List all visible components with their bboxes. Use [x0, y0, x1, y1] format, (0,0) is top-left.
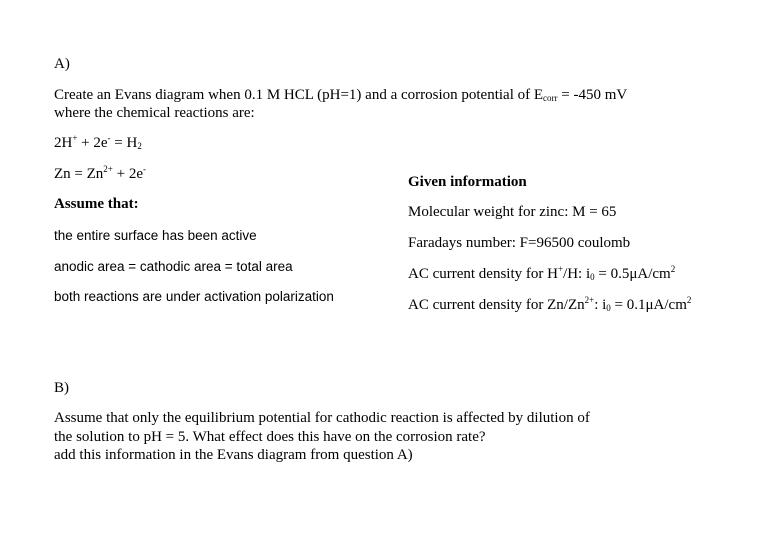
ac-zn-sub-b: 0 — [606, 303, 611, 313]
reaction1-sub-c: 2 — [137, 141, 142, 151]
ac-zn-part-a: AC current density for Zn/Zn — [408, 297, 585, 313]
intro-line-2: where the chemical reactions are: — [54, 105, 255, 121]
reaction2-part-b: + 2e — [112, 166, 143, 182]
assumption-item: the entire surface has been active — [54, 228, 257, 243]
ac-zn-sup-c: 2 — [686, 295, 692, 305]
ac-zn-part-c: = 0.1μA/cm — [610, 297, 687, 313]
intro-value: = -450 mV — [557, 87, 628, 103]
ac-h-sup-c: 2 — [670, 264, 676, 274]
section-b-line: the solution to pH = 5. What effect does this have on the corrosion rate? — [54, 429, 486, 445]
given-heading: Given information — [408, 174, 527, 190]
ac-h-part-a: AC current density for H — [408, 266, 558, 282]
ac-h-sup-a: + — [557, 264, 564, 274]
assumption-item: both reactions are under activation polarization — [54, 289, 334, 304]
intro-text: Create an Evans diagram when 0.1 M HCL (pH=1) and a corrosion potential of E — [54, 87, 544, 103]
reaction2-part-a: Zn = Zn — [54, 166, 104, 182]
given-ac-hydrogen — [408, 266, 675, 283]
section-a-heading: A) — [54, 56, 70, 72]
given-ac-zinc — [408, 297, 691, 314]
ac-h-part-b: /H: i — [563, 266, 591, 282]
assumption-item: anodic area = cathodic area = total area — [54, 259, 293, 274]
reaction1-part-c: = H — [110, 135, 138, 151]
reaction2-sup-a: 2+ — [103, 164, 113, 174]
ecorr-subscript: corr — [543, 93, 558, 103]
ac-zn-part-b: : i — [594, 297, 607, 313]
section-b-line: add this information in the Evans diagram from question A) — [54, 447, 413, 463]
section-b-heading: B) — [54, 380, 69, 396]
given-molecular-weight: Molecular weight for zinc: M = 65 — [408, 204, 617, 220]
ac-zn-sup-a: 2+ — [584, 295, 595, 305]
given-faraday: Faradays number: F=96500 coulomb — [408, 235, 631, 251]
ac-h-part-c: = 0.5μA/cm — [594, 266, 671, 282]
reaction2-sup-b: - — [143, 164, 146, 174]
reaction-anodic — [54, 166, 146, 183]
reaction1-sup-b: - — [107, 133, 111, 143]
reaction1-part-a: 2H — [54, 135, 73, 151]
reaction1-sup-a: + — [72, 133, 78, 143]
ac-h-sub-b: 0 — [590, 272, 595, 282]
reaction1-part-b: + 2e — [77, 135, 108, 151]
intro-line-1 — [54, 87, 627, 104]
section-b-line: Assume that only the equilibrium potential for cathodic reaction is affected by dilution of — [54, 410, 590, 426]
reaction-cathodic — [54, 135, 142, 152]
assume-heading: Assume that: — [54, 196, 139, 212]
